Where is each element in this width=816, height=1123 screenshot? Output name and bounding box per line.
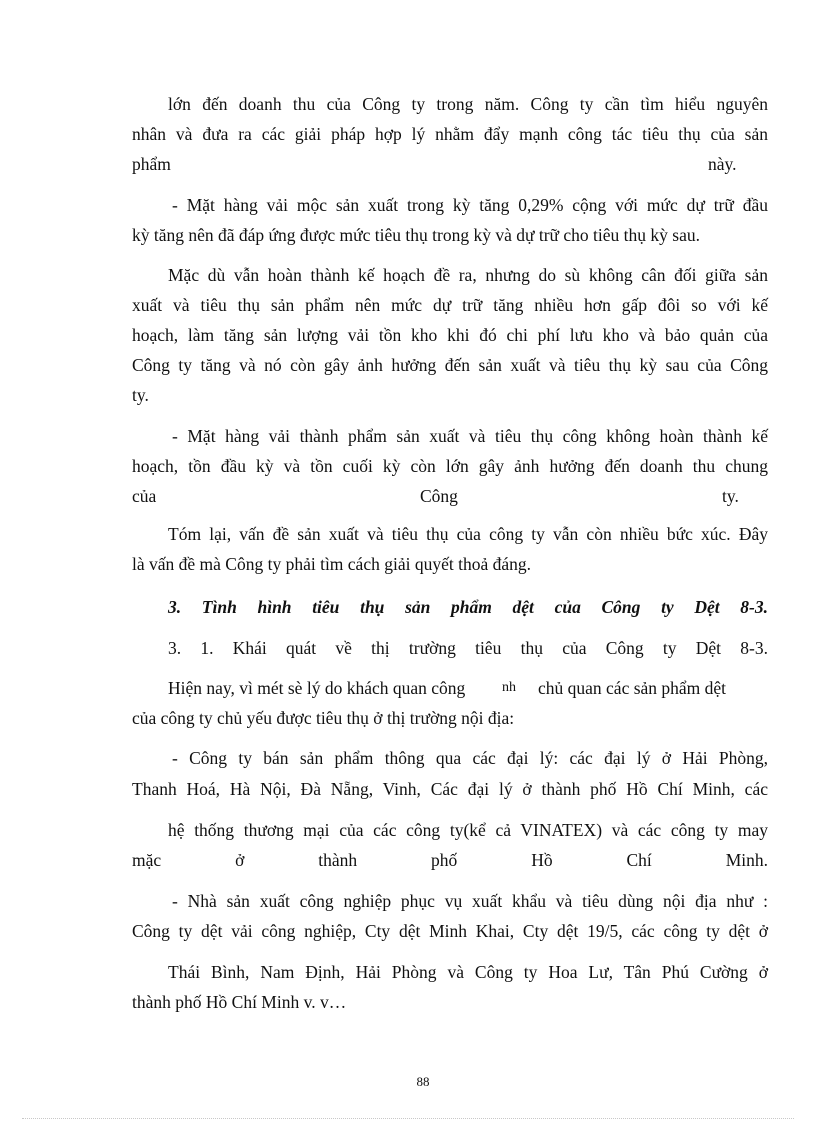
paragraph-line: này. (708, 154, 737, 174)
paragraph-line: thành phố Hồ Chí Minh v. v… (132, 992, 347, 1012)
paragraph-line: của (132, 486, 157, 506)
paragraph-line: - Công ty bán sản phẩm thông qua các đại lý: các đại lý ở Hải Phòng, (172, 748, 768, 768)
paragraph-line: của công ty chủ yếu được tiêu thụ ở thị trường nội địa: (132, 708, 515, 728)
paragraph-line: lớn đến doanh thu của Công ty trong năm. Công ty cần tìm hiểu nguyên (168, 94, 768, 114)
paragraph-line: hệ thống thương mại của các công ty(kể cả VINATEX) và các công ty may (168, 820, 768, 840)
subsection-heading: 3. 1. Khái quát về thị trường tiêu thụ của Công ty Dệt 8-3. (168, 638, 768, 658)
paragraph-line: Tóm lại, vấn đề sản xuất và tiêu thụ của công ty vẫn còn nhiều bức xúc. Đây (168, 524, 768, 544)
paragraph-line: Hiện nay, vì mét sè lý do khách quan công (168, 678, 466, 698)
paragraph-line: hoạch, tồn đầu kỳ và tồn cuối kỳ còn lớn gây ảnh hưởng đến doanh thu chung (132, 456, 768, 476)
page-number: 88 (416, 1074, 430, 1089)
paragraph-line: - Nhà sản xuất công nghiệp phục vụ xuất khẩu và tiêu dùng nội địa như : (172, 891, 768, 911)
paragraph-line: Công ty dệt vải công nghiệp, Cty dệt Minh Khai, Cty dệt 19/5, các công ty dệt ở (132, 921, 768, 941)
paragraph-line: phẩm (132, 154, 171, 174)
paragraph-line: nhân và đưa ra các giải pháp hợp lý nhằm đẩy mạnh công tác tiêu thụ của sản (132, 124, 768, 144)
paragraph-line: chủ quan các sản phẩm dệt (538, 678, 727, 698)
paragraph-line: Thanh Hoá, Hà Nội, Đà Nẵng, Vinh, Các đại lý ở thành phố Hồ Chí Minh, các (132, 779, 768, 799)
page-bottom-divider (22, 1118, 794, 1119)
paragraph-line: hoạch, làm tăng sản lượng vải tồn kho khi đó chi phí lưu kho và bảo quản của (132, 325, 768, 345)
section-heading: 3. Tình hình tiêu thụ sản phẩm dệt của Công ty Dệt 8-3. (168, 597, 768, 617)
paragraph-line: - Mặt hàng vải mộc sản xuất trong kỳ tăng 0,29% cộng với mức dự trữ đầu (172, 195, 768, 215)
paragraph-line: - Mặt hàng vải thành phẩm sản xuất và tiêu thụ công không hoàn thành kế (172, 426, 768, 446)
paragraph-line: kỳ tăng nên đã đáp ứng được mức tiêu thụ trong kỳ và dự trữ cho tiêu thụ kỳ sau. (132, 225, 700, 245)
paragraph-line: xuất và tiêu thụ sản phẩm nên mức dự trữ tăng nhiều hơn gấp đôi so với kế (132, 295, 768, 315)
paragraph-line: Mặc dù vẫn hoàn thành kế hoạch đề ra, nhưng do sù không cân đối giữa sản (168, 265, 768, 285)
paragraph-line: Công ty tăng và nó còn gây ảnh hưởng đến sản xuất và tiêu thụ kỳ sau của Công (132, 355, 768, 375)
paragraph-line: ty. (132, 385, 149, 405)
paragraph-line: Thái Bình, Nam Định, Hải Phòng và Công ty Hoa Lư, Tân Phú Cường ở (168, 962, 768, 982)
paragraph-line: Công (420, 486, 458, 506)
paragraph-line: mặc ở thành phố Hồ Chí Minh. (132, 850, 768, 870)
paragraph-fragment: nh (502, 680, 516, 695)
paragraph-line: ty. (722, 486, 739, 506)
paragraph-line: là vấn đề mà Công ty phải tìm cách giải quyết thoả đáng. (132, 554, 531, 574)
